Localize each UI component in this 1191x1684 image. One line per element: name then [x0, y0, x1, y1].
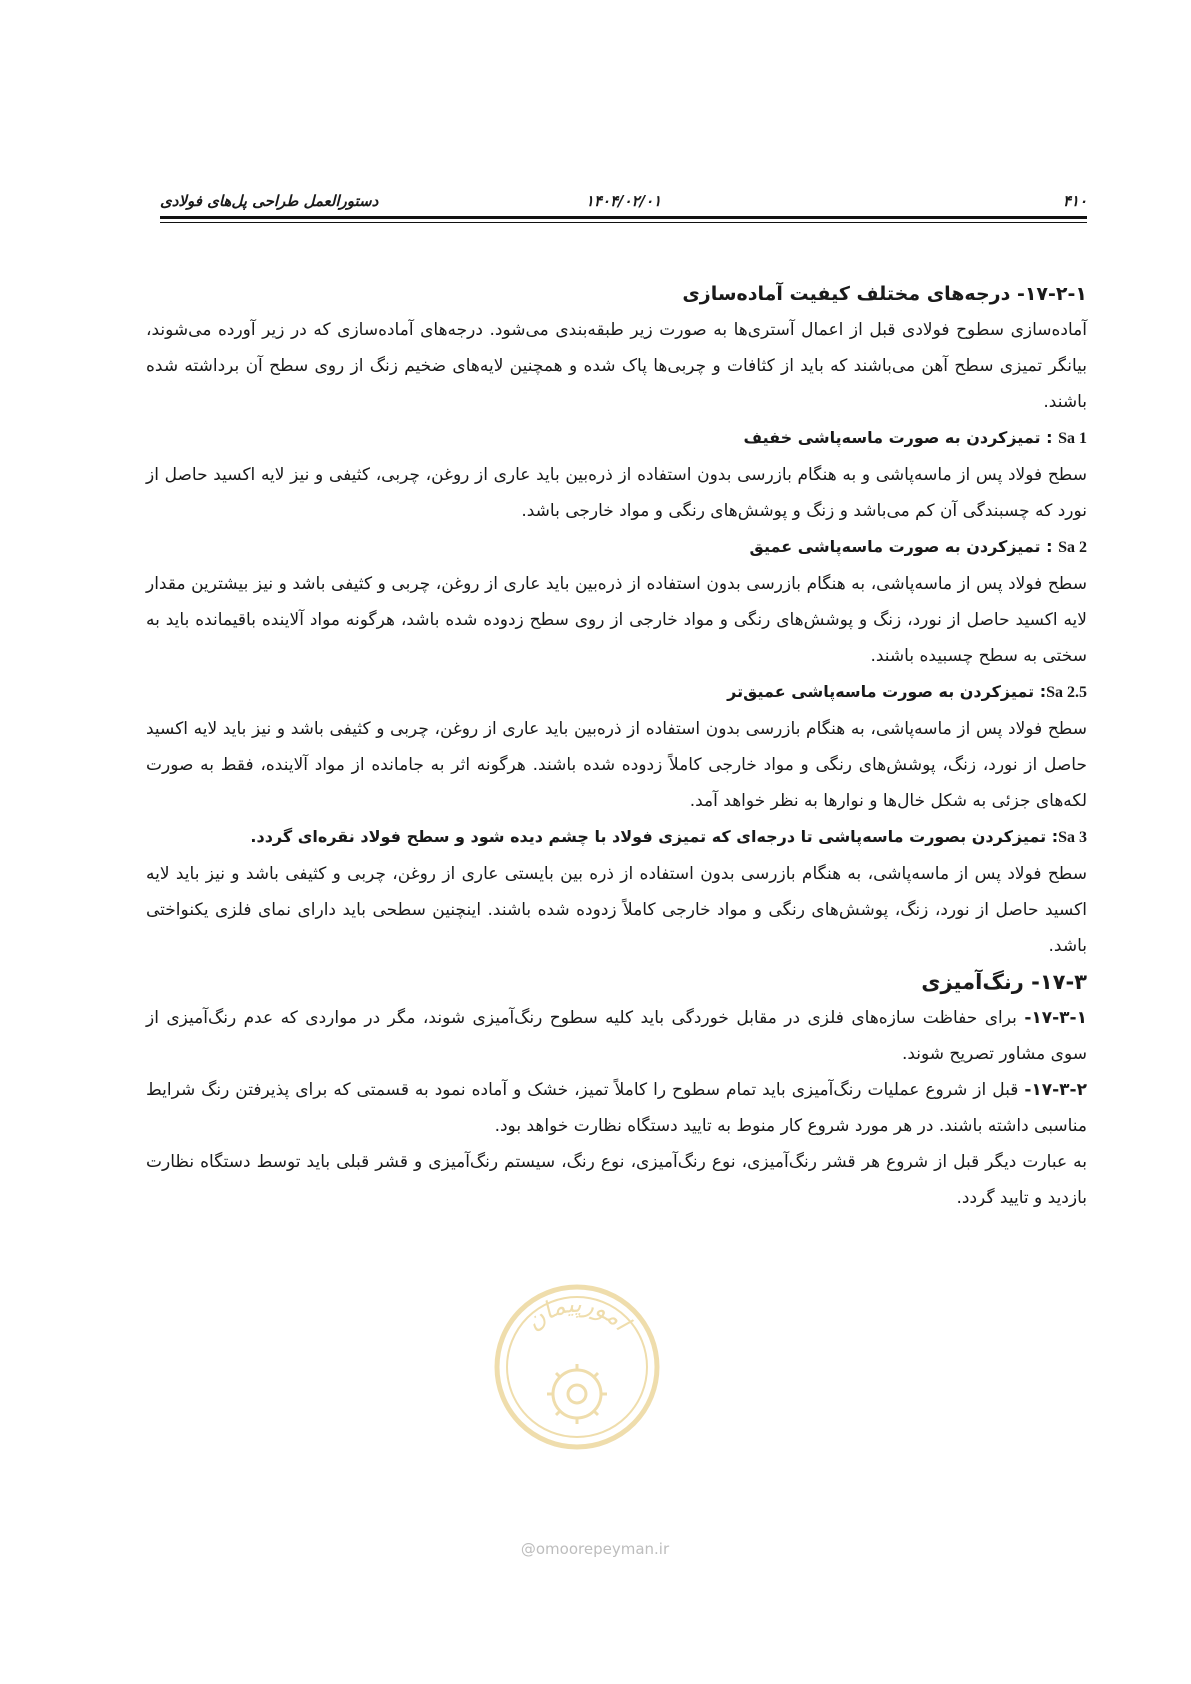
- page-number: ۴۱۰: [1062, 192, 1087, 210]
- page-body: [146, 276, 1087, 1216]
- grade-code: Sa 1: [1058, 430, 1087, 447]
- grade-heading-sa2: [146, 529, 1087, 566]
- closing-paragraph: به عبارت دیگر قبل از شروع هر قشر رنگ‌آمیزی، نوع رنگ‌آمیزی، نوع رنگ، سیستم رنگ‌آمیزی و قشر قبلی باید توسط دستگاه نظارت بازدید و تایید گردد.: [146, 1152, 1087, 1208]
- section-heading-painting: ۱۷-۳- رنگ‌آمیزی: [921, 970, 1087, 994]
- page-header: [160, 188, 1087, 214]
- header-rule-thin: [160, 222, 1087, 223]
- watermark-url: @omoorepeyman.ir: [520, 1540, 670, 1558]
- grade-title: : تمیزکردن به صورت ماسه‌پاشی عمیق: [749, 537, 1059, 556]
- grade-title: : تمیزکردن به صورت ماسه‌پاشی عمیق‌تر: [727, 682, 1047, 701]
- watermark-logo-text: امورپیمان: [519, 1289, 636, 1336]
- clause-text: قبل از شروع عملیات رنگ‌آمیزی باید تمام سطوح را کاملاً تمیز، خشک و آماده نمود به قسمتی که برای پذیرفتن رنگ شرایط مناسبی داشته باشند. در هر مورد شروع کار منوط به تایید دستگاه نظارت خواهد بود.: [146, 1080, 1087, 1136]
- clause-number: ۱۷-۳-۱-: [1024, 1008, 1087, 1028]
- clause-17-3-2: [146, 1072, 1087, 1144]
- header-date: ۱۴۰۴/۰۲/۰۱: [585, 192, 662, 210]
- document-title: دستورالعمل طراحی پل‌های فولادی: [160, 192, 379, 210]
- clause-text: برای حفاظت سازه‌های فلزی در مقابل خوردگی باید کلیه سطوح رنگ‌آمیزی شوند، مگر در مواردی که عدم رنگ‌آمیزی از سوی مشاور تصریح شوند.: [146, 1008, 1087, 1064]
- section-intro-paragraph: آماده‌سازی سطوح فولادی قبل از اعمال آستری‌ها به صورت زیر طبقه‌بندی می‌شود. درجه‌های آماده‌سازی که در زیر آورده می‌شوند، بیانگر تمیزی سطح آهن می‌باشند که باید از کثافات و چربی‌ها پاک شده و همچنین لایه‌های ضخیم زنگ از روی سطح آن برداشته شده باشند.: [146, 320, 1087, 412]
- grade-description-sa2: سطح فولاد پس از ماسه‌پاشی، به هنگام بازرسی بدون استفاده از ذره‌بین باید عاری از روغن، چربی و کثیفی باشد و نیز بیشترین مقدار لایه اکسید حاصل از نورد، زنگ و پوشش‌های رنگی و مواد خارجی از روی سطح زدوده شده باشد، هرگونه مواد آلاینده باقیمانده باید به سختی به سطح چسبیده باشند.: [146, 574, 1087, 666]
- grade-code: Sa 2: [1058, 539, 1087, 556]
- grade-title: : تمیزکردن بصورت ماسه‌پاشی تا درجه‌ای که تمیزی فولاد با چشم دیده شود و سطح فولاد نقره‌ای گردد.: [250, 827, 1059, 846]
- header-rule-thick: [160, 216, 1087, 219]
- grade-description-sa2-5: سطح فولاد پس از ماسه‌پاشی، به هنگام بازرسی بدون استفاده از ذره‌بین باید عاری از روغن، چربی و کثیفی باشد و نیز باید لایه اکسید حاصل از نورد، زنگ، پوشش‌های رنگی و مواد خارجی کاملاً زدوده شده باشند. هرگونه اثر به جامانده از مواد آلاینده، فقط به صورت لکه‌های جزئی به شکل خال‌ها و نوارها به نظر خواهد آمد.: [146, 719, 1087, 811]
- grade-heading-sa3: [146, 819, 1087, 856]
- grade-code: Sa 2.5: [1046, 684, 1087, 701]
- clause-number: ۱۷-۳-۲-: [1024, 1080, 1087, 1100]
- grade-description-sa1: سطح فولاد پس از ماسه‌پاشی و به هنگام بازرسی بدون استفاده از ذره‌بین باید عاری از روغن، چربی، کثیفی و نیز لایه اکسید حاصل از نورد که چسبندگی آن کم می‌باشد و زنگ و پوشش‌های رنگی و مواد خارجی باشد.: [146, 465, 1087, 521]
- grade-description-sa3: سطح فولاد پس از ماسه‌پاشی، به هنگام بازرسی بدون استفاده از ذره بین بایستی عاری از روغن، چربی و کثیفی باشد و نیز باید لایه اکسید حاصل از نورد، زنگ، پوشش‌های رنگی و مواد خارجی کاملاً زدوده شده باشند. اینچنین سطحی باید دارای نمای فلزی یکنواختی باشد.: [146, 864, 1087, 956]
- grade-code: Sa 3: [1058, 829, 1087, 846]
- section-heading-preparation-grades: ۱۷-۲-۱- درجه‌های مختلف کیفیت آماده‌سازی: [682, 283, 1087, 305]
- grade-heading-sa2-5: [146, 674, 1087, 711]
- clause-17-3-1: [146, 1000, 1087, 1072]
- grade-heading-sa1: [146, 420, 1087, 457]
- watermark-logo: [492, 1282, 662, 1452]
- grade-title: : تمیزکردن به صورت ماسه‌پاشی خفیف: [743, 428, 1059, 447]
